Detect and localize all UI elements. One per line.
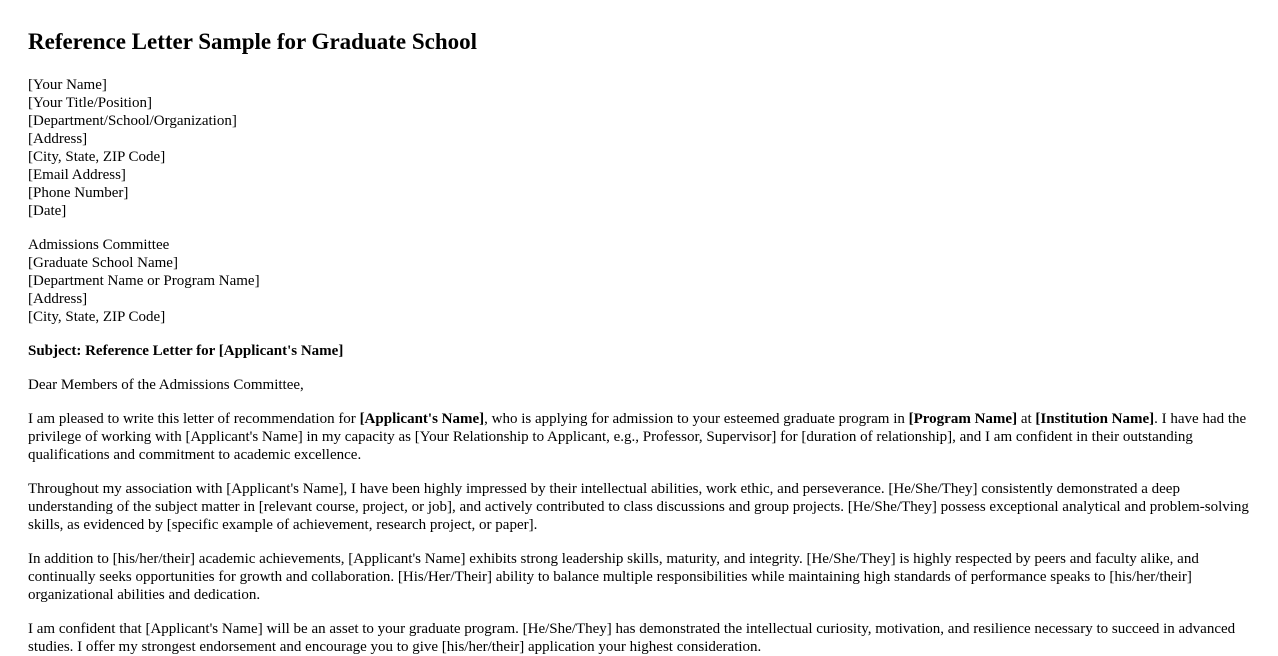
sender-city-state-zip: [City, State, ZIP Code] xyxy=(28,149,166,165)
p1-text-3: at xyxy=(1017,411,1036,427)
salutation: Dear Members of the Admissions Committee, xyxy=(28,377,304,393)
sender-phone: [Phone Number] xyxy=(28,185,129,201)
subject-text: Subject: Reference Letter for [Applicant's Name] xyxy=(28,343,344,359)
sender-name: [Your Name] xyxy=(28,77,107,93)
recipient-address-block xyxy=(28,236,1250,326)
letter-date: [Date] xyxy=(28,203,67,219)
p1-institution-name: [Institution Name] xyxy=(1035,411,1155,427)
sender-title: [Your Title/Position] xyxy=(28,95,152,111)
p1-program-name: [Program Name] xyxy=(908,411,1018,427)
subject-line xyxy=(28,342,1250,360)
recipient-school: [Graduate School Name] xyxy=(28,255,178,271)
p1-text-4: . I have had the privilege of working with [Applicant's Name] in my capacity as [Your Relationship to Applicant, e.g., Professor, Supervisor] for [duration of relationship], and I am confident in their outstanding qualifications and commitment to academic excellence. xyxy=(28,411,1247,463)
page-title: Reference Letter Sample for Graduate School xyxy=(28,29,478,54)
sender-address: [Address] xyxy=(28,131,88,147)
p1-text-2: , who is applying for admission to your esteemed graduate program in xyxy=(484,411,909,427)
recipient-city-state-zip: [City, State, ZIP Code] xyxy=(28,309,166,325)
body-paragraph-1 xyxy=(28,410,1250,464)
p1-applicant-name: [Applicant's Name] xyxy=(359,411,485,427)
recipient-department: [Department Name or Program Name] xyxy=(28,273,260,289)
sender-email: [Email Address] xyxy=(28,167,126,183)
body-paragraph-2: Throughout my association with [Applicant's Name], I have been highly impressed by their intellectual abilities, work ethic, and perseverance. [He/She/They] consistently demonstrated a deep understanding of the subject matter in [relevant course, project, or job], and actively contributed to class discussions and group projects. [He/She/They] possess exceptional analytical and problem-solving skills, as evidenced by [specific example of achievement, research project, or paper]. xyxy=(28,481,1249,533)
sender-address-block xyxy=(28,76,1250,220)
recipient-address: [Address] xyxy=(28,291,88,307)
recipient-committee: Admissions Committee xyxy=(28,237,170,253)
sender-department: [Department/School/Organization] xyxy=(28,113,237,129)
body-paragraph-4: I am confident that [Applicant's Name] will be an asset to your graduate program. [He/She/They] has demonstrated the intellectual curiosity, motivation, and resilience necessary to succeed in advanced studies. I offer my strongest endorsement and encourage you to give [his/her/their] application your highest consideration. xyxy=(28,621,1236,655)
body-paragraph-3: In addition to [his/her/their] academic achievements, [Applicant's Name] exhibits strong leadership skills, maturity, and integrity. [He/She/They] is highly respected by peers and faculty alike, and continually seeks opportunities for growth and collaboration. [His/Her/Their] ability to balance multiple responsibilities while maintaining high standards of performance speaks to [his/her/their] organizational abilities and dedication. xyxy=(28,551,1199,603)
p1-text-1: I am pleased to write this letter of recommendation for xyxy=(28,411,360,427)
